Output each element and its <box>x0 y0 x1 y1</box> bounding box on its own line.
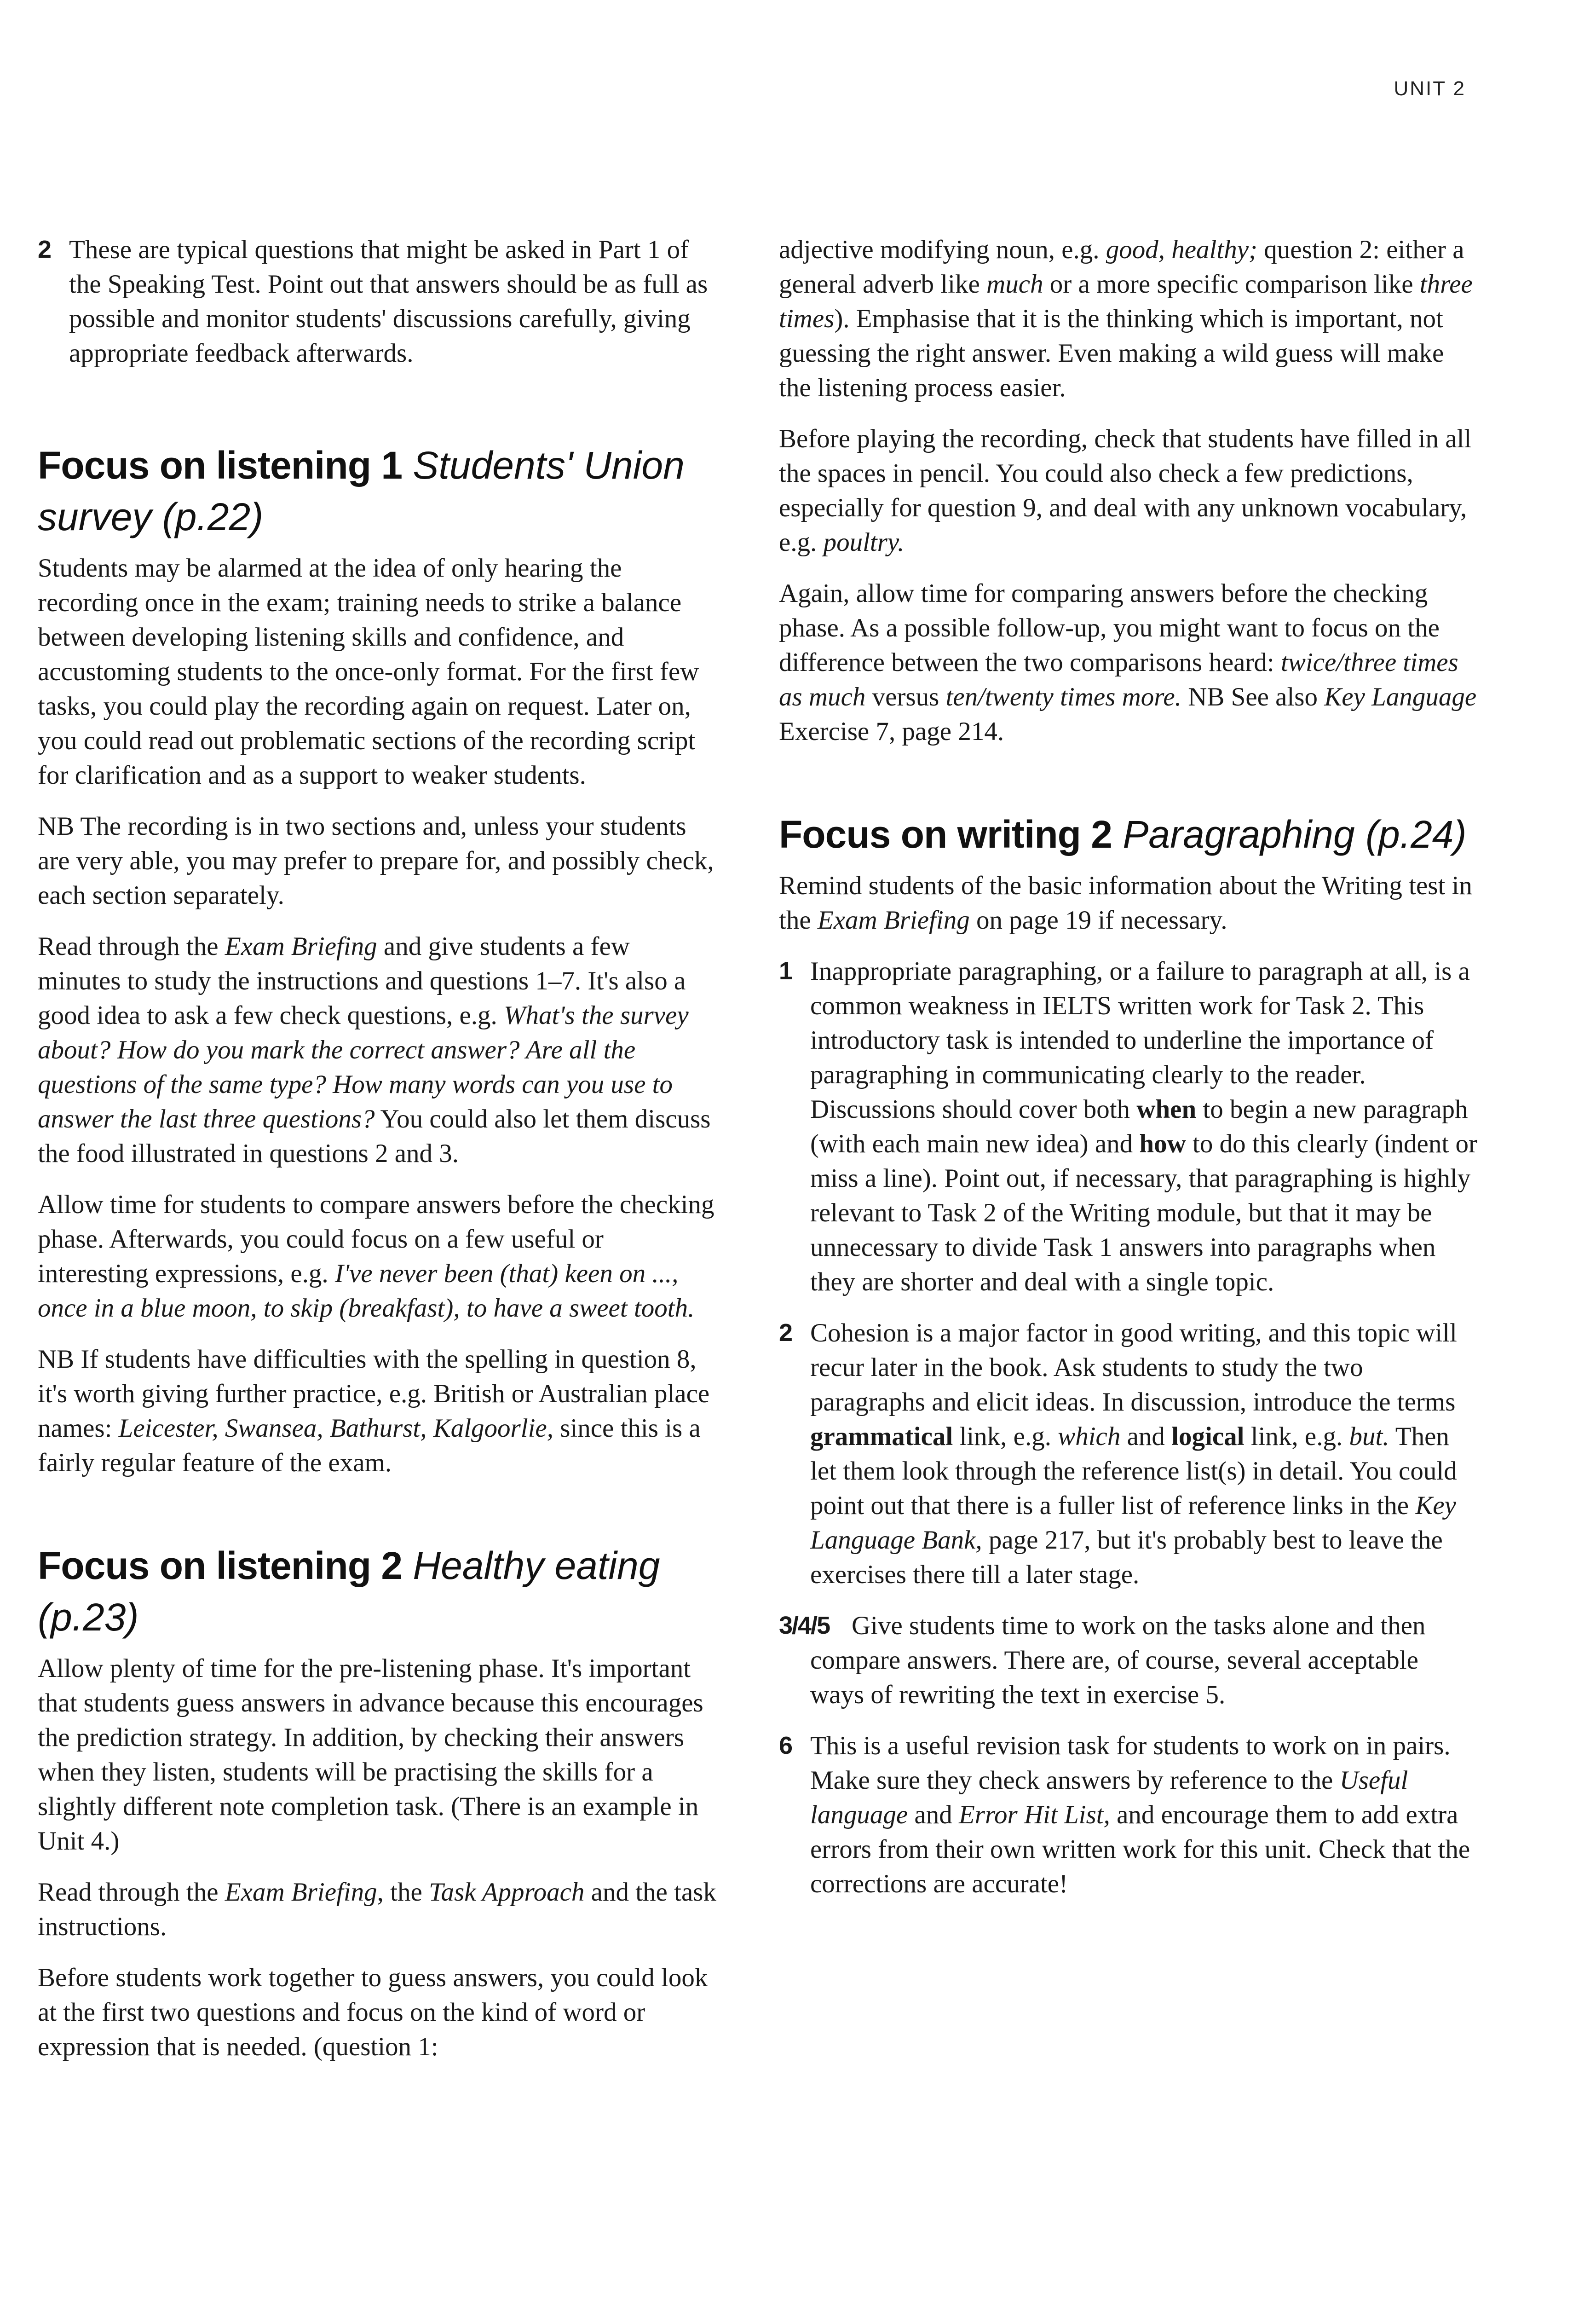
text-run-bold: how <box>1139 1129 1186 1158</box>
text-run: NB If students have difficulties with the spelling in question 8, it's worth giving further practice, e.g. British or Australian place names: <box>38 1345 710 1443</box>
text-run-italic: twice/three times as much <box>779 648 1458 711</box>
text-run-italic: ten/twenty times more. <box>945 682 1181 711</box>
text-run: on page 19 if necessary. <box>969 906 1227 935</box>
text-run-italic: good, healthy; <box>1106 235 1258 264</box>
text-run-italic: Key Language <box>1324 682 1477 711</box>
paragraph: Students may be alarmed at the idea of only hearing the recording once in the exam; training needs to strike a balance between developing listening skills and confidence, and accustoming students to the once-only format. For the first few tasks, you could play the recording again on request. Later on, you could read out problematic sections of the recording script for clarification and as a support to weaker students. <box>38 554 699 790</box>
section-heading-listening-1 <box>38 439 719 543</box>
heading-bold: Focus on listening 1 <box>38 444 403 487</box>
text-run: question 2: either a general adverb like <box>779 235 1464 299</box>
text-run: and the task instructions. <box>38 1878 716 1941</box>
item-number: 1 <box>779 957 793 985</box>
text-run-italic: Useful language <box>810 1766 1408 1829</box>
text-run: link, e.g. <box>1244 1422 1349 1451</box>
item-text: Give students time to work on the tasks alone and then compare answers. There are, of course, several acceptable ways of rewriting the text in exercise 5. <box>810 1611 1426 1709</box>
numbered-item-3-4-5 <box>779 1608 1478 1712</box>
paragraph: Allow plenty of time for the pre-listening phase. It's important that students guess answers in advance because this encourages the prediction strategy. In addition, by checking their answers when they listen, students will be practising the skills for a slightly different note completion task. (There is an example in Unit 4.) <box>38 1654 703 1856</box>
text-run-italic: Leicester, Swansea, Bathurst, Kalgoorlie, <box>118 1414 553 1443</box>
paragraph <box>38 1875 719 1944</box>
text-run: Inappropriate paragraphing, or a failure to paragraph at all, is a common weakness in IELTS written work for Task 2. This introductory task is intended to underline the importance of paragraphing in communicating clearly to the reader. Discussions should cover both <box>810 957 1470 1124</box>
text-run: to begin a new paragraph (with each main new idea) and <box>810 1095 1468 1158</box>
text-run: page 217, but it's probably best to leave the exercises there till a later stage. <box>810 1526 1443 1589</box>
text-run: Allow time for students to compare answers before the checking phase. Afterwards, you could focus on a few useful or interesting expressions, e.g. <box>38 1190 714 1288</box>
text-run-italic: Exam Briefing <box>225 1878 377 1907</box>
text-run: to do this clearly (indent or miss a line). Point out, if necessary, that paragraphing is highly relevant to Task 2 of the Writing module, but that it may be unnecessary to divide Task 1 answers into paragraphs when they are shorter and deal with a single topic. <box>810 1129 1477 1296</box>
item-text: These are typical questions that might be asked in Part 1 of the Speaking Test. Point out that answers should be as full as possible and monitor students' discussions carefully, giving appropriate feedback afterwards. <box>69 235 708 368</box>
text-run: and <box>908 1800 959 1829</box>
item-number: 3/4/5 <box>779 1612 830 1639</box>
text-run-italic: much <box>986 270 1043 299</box>
heading-italic: Students' Union survey (p.22) <box>38 444 685 538</box>
text-run: ). Emphasise that it is the thinking which is important, not guessing the right answer. Even making a wild guess will make the listening process easier. <box>779 304 1444 402</box>
text-run-bold: grammatical <box>810 1422 953 1451</box>
text-run: Again, allow time for comparing answers before the checking phase. As a possible follow-up, you might want to focus on the difference between the two comparisons heard: <box>779 579 1440 677</box>
text-run: Read through the <box>38 932 225 961</box>
paragraph <box>38 1187 719 1325</box>
paragraph: Before students work together to guess answers, you could look at the first two questions and focus on the kind of word or expression that is needed. (question 1: <box>38 1963 708 2061</box>
heading-bold: Focus on listening 2 <box>38 1544 403 1587</box>
text-run: Exercise 7, page 214. <box>779 717 1004 746</box>
numbered-item-1 <box>779 954 1478 1299</box>
paragraph <box>779 422 1478 560</box>
text-run: You could also let them discuss the food illustrated in questions 2 and 3. <box>38 1104 711 1168</box>
text-run: , the <box>377 1878 429 1907</box>
text-run: link, e.g. <box>953 1422 1058 1451</box>
heading-italic: Paragraphing (p.24) <box>1123 813 1467 856</box>
numbered-item-2 <box>779 1316 1478 1592</box>
paragraph <box>38 1342 719 1480</box>
text-run-italic: I've never been (that) keen on ..., once in a blue moon, to skip (breakfast), to have a sweet tooth. <box>38 1259 695 1323</box>
text-run-italic: Task Approach <box>429 1878 585 1907</box>
text-run: Then let them look through the reference list(s) in detail. You could point out that there is a fuller list of reference links in the <box>810 1422 1457 1520</box>
item-number: 6 <box>779 1732 793 1759</box>
heading-italic: Healthy eating (p.23) <box>38 1544 660 1639</box>
item-number: 2 <box>38 236 52 263</box>
paragraph <box>779 232 1478 405</box>
text-run: and give students a few minutes to study the instructions and questions 1–7. It's also a good idea to ask a few check questions, e.g. <box>38 932 686 1030</box>
unit-header: UNIT 2 <box>1394 77 1466 100</box>
text-run-bold: logical <box>1171 1422 1245 1451</box>
text-run-italic: Key Language Bank, <box>810 1491 1456 1555</box>
paragraph: NB The recording is in two sections and, unless your students are very able, you may prefer to prepare for, and possibly check, each section separately. <box>38 812 714 910</box>
text-run-italic: which <box>1058 1422 1121 1451</box>
item-number: 2 <box>779 1319 793 1347</box>
text-run: Before playing the recording, check that students have filled in all the spaces in pencil. You could also check a few predictions, especially for question 9, and deal with any unknown vocabulary, e.g. <box>779 424 1472 557</box>
paragraph <box>38 929 719 1171</box>
text-run: Remind students of the basic information about the Writing test in the <box>779 871 1472 935</box>
text-run: This is a useful revision task for students to work on in pairs. Make sure they check answers by reference to the <box>810 1731 1451 1795</box>
text-run-italic: Exam Briefing <box>225 932 377 961</box>
text-run: versus <box>865 682 946 711</box>
left-column <box>38 232 719 2081</box>
text-run: Read through the <box>38 1878 225 1907</box>
text-run: and <box>1120 1422 1172 1451</box>
text-run: since this is a fairly regular feature of the exam. <box>38 1414 701 1477</box>
text-run: Cohesion is a major factor in good writing, and this topic will recur later in the book. Ask students to study the two paragraphs and elicit ideas. In discussion, introduce the terms <box>810 1318 1457 1416</box>
right-column <box>779 232 1478 1918</box>
text-run-italic: but. <box>1349 1422 1389 1451</box>
section-heading-listening-2 <box>38 1540 719 1643</box>
text-run: or a more specific comparison like <box>1043 270 1420 299</box>
text-run: NB See also <box>1181 682 1325 711</box>
paragraph <box>779 868 1478 937</box>
paragraph <box>779 576 1478 749</box>
text-run-italic: three times <box>779 270 1473 333</box>
heading-bold: Focus on writing 2 <box>779 813 1112 856</box>
text-run: adjective modifying noun, e.g. <box>779 235 1106 264</box>
text-run: and encourage them to add extra errors from their own written work for this unit. Check that the corrections are accurate! <box>810 1800 1470 1898</box>
text-run-italic: What's the survey about? How do you mark the correct answer? Are all the questions of the same type? How many words can you use to answer the last three questions? <box>38 1001 689 1133</box>
text-run-italic: poultry. <box>823 528 905 557</box>
numbered-item-6 <box>779 1729 1478 1901</box>
intro-item <box>38 232 719 370</box>
text-run-italic: Error Hit List, <box>958 1800 1110 1829</box>
text-run-bold: when <box>1136 1095 1197 1124</box>
section-heading-writing-2 <box>779 809 1478 860</box>
text-run-italic: Exam Briefing <box>817 906 970 935</box>
